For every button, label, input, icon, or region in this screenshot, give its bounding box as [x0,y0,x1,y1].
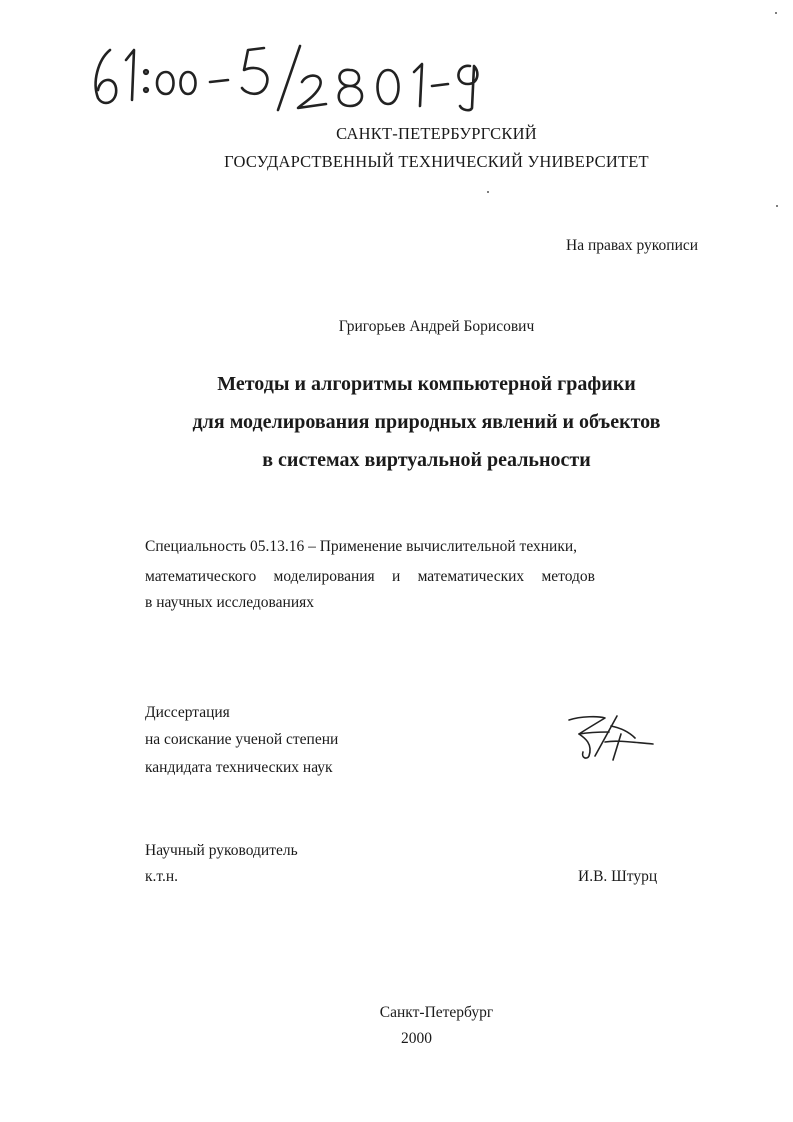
supervisor-name: И.В. Штурц [578,868,658,885]
handwritten-archive-code [88,42,488,112]
university-line-1: САНКТ-ПЕТЕРБУРГСКИЙ [336,124,537,143]
specialty-line-2: математического моделирования и математических методов [145,568,595,585]
specialty-line-1: Специальность 05.13.16 – Применение вычислительной техники, [145,538,578,555]
supervisor-degree: к.т.н. [145,868,179,885]
title-line-3: в системах виртуальной реальности [262,449,591,471]
title-line-1: Методы и алгоритмы компьютерной графики [217,373,636,395]
scan-speck [487,191,489,193]
year: 2000 [401,1030,432,1047]
dissertation-line-2: на соискание ученой степени [145,731,339,748]
scan-speck [776,205,778,207]
dissertation-line-3: кандидата технических наук [145,759,333,776]
scan-speck [775,12,777,14]
handwritten-signature [565,712,657,764]
archive-code-handwriting [88,42,488,112]
signature-drawing [565,712,657,764]
city: Санкт-Петербург [379,1004,494,1021]
dissertation-line-1: Диссертация [145,704,230,721]
rights-note: На правах рукописи [566,237,699,254]
supervisor-label: Научный руководитель [145,842,298,859]
specialty-line-3: в научных исследованиях [145,594,315,611]
university-line-2: ГОСУДАРСТВЕННЫЙ ТЕХНИЧЕСКИЙ УНИВЕРСИТЕТ [224,152,649,171]
author-name: Григорьев Андрей Борисович [338,318,535,335]
title-line-2: для моделирования природных явлений и объектов [192,411,661,433]
